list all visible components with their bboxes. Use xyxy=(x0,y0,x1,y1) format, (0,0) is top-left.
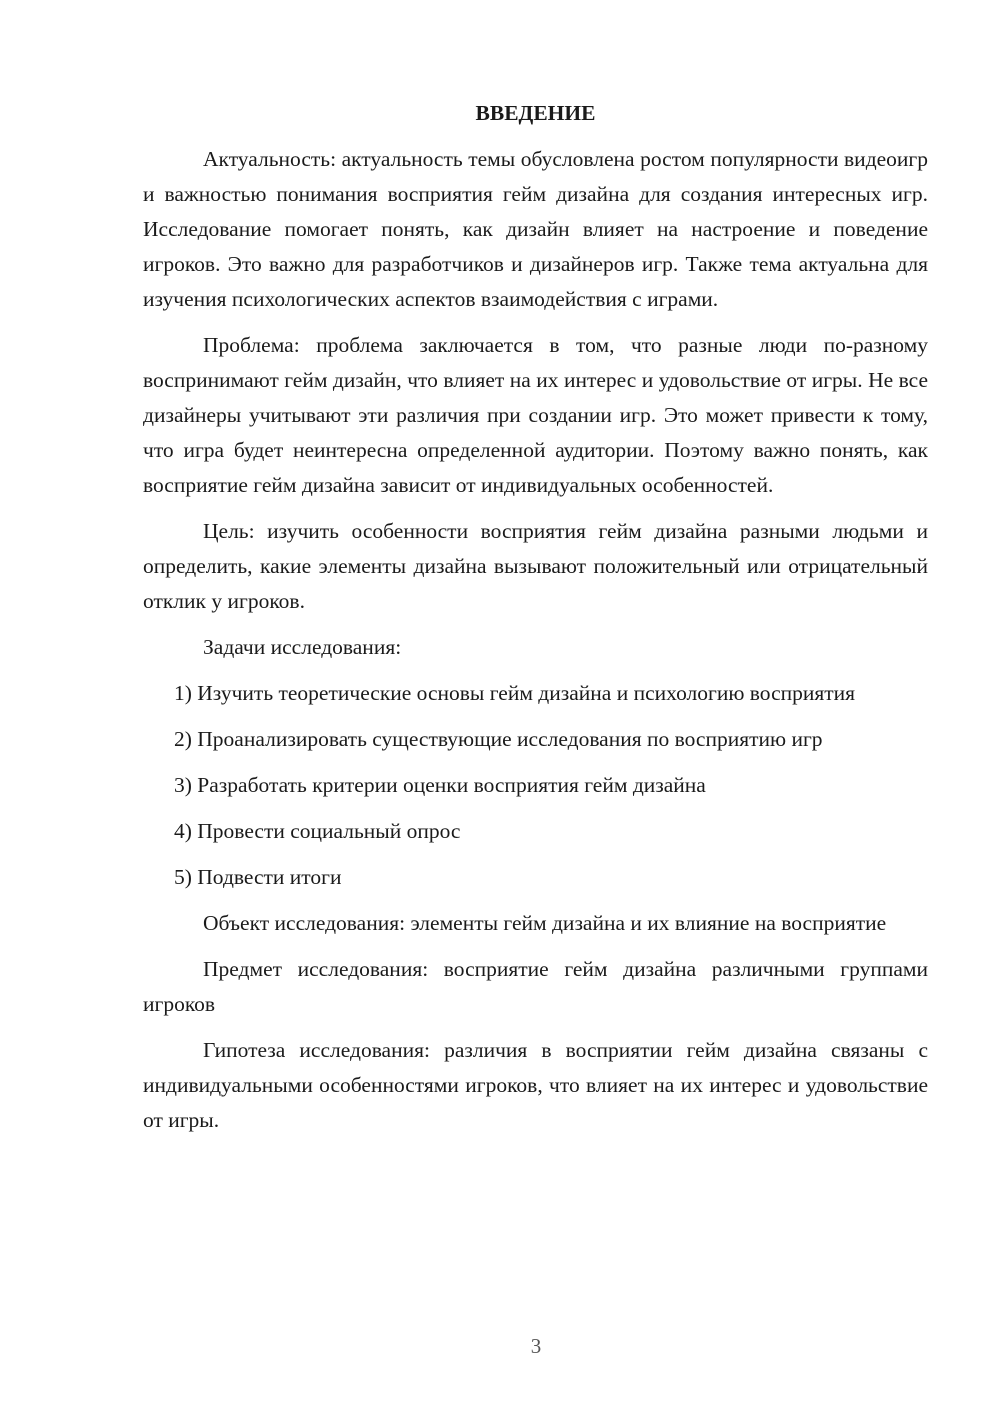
paragraph-relevance: Актуальность: актуальность темы обусловлена ростом популярности видеоигр и важностью понимания восприятия гейм дизайна для создания интересных игр. Исследование помогает понять, как дизайн влияет на настроение и поведение игроков. Это важно для разработчиков и дизайнеров игр. Также тема актуальна для изучения психологических аспектов взаимодействия с играми. xyxy=(143,147,928,311)
paragraph-object: Объект исследования: элементы гейм дизайна и их влияние на восприятие xyxy=(203,911,887,935)
paragraph-subject: Предмет исследования: восприятие гейм дизайна различными группами игроков xyxy=(143,957,928,1016)
task-item-4: 4) Провести социальный опрос xyxy=(174,819,461,843)
tasks-heading: Задачи исследования: xyxy=(203,635,402,659)
task-item-2: 2) Проанализировать существующие исследования по восприятию игр xyxy=(174,727,823,751)
task-item-3: 3) Разработать критерии оценки восприятия гейм дизайна xyxy=(174,773,706,797)
paragraph-goal: Цель: изучить особенности восприятия гейм дизайна разными людьми и определить, какие элементы дизайна вызывают положительный или отрицательный отклик у игроков. xyxy=(143,519,928,613)
paragraph-problem: Проблема: проблема заключается в том, что разные люди по-разному воспринимают гейм дизайн, что влияет на их интерес и удовольствие от игры. Не все дизайнеры учитывают эти различия при создании игр. Это может привести к тому, что игра будет неинтересна определенной аудитории. Поэтому важно понять, как восприятие гейм дизайна зависит от индивидуальных особенностей. xyxy=(143,333,928,497)
document-page xyxy=(143,96,928,1149)
task-item-5: 5) Подвести итоги xyxy=(174,865,342,889)
page-number: 3 xyxy=(530,1334,542,1358)
task-item-1: 1) Изучить теоретические основы гейм дизайна и психологию восприятия xyxy=(174,681,856,705)
tasks-list xyxy=(143,676,928,895)
paragraph-hypothesis: Гипотеза исследования: различия в восприятии гейм дизайна связаны с индивидуальными особенностями игроков, что влияет на их интерес и удовольствие от игры. xyxy=(143,1038,928,1132)
section-title: ВВЕДЕНИЕ xyxy=(475,101,596,125)
